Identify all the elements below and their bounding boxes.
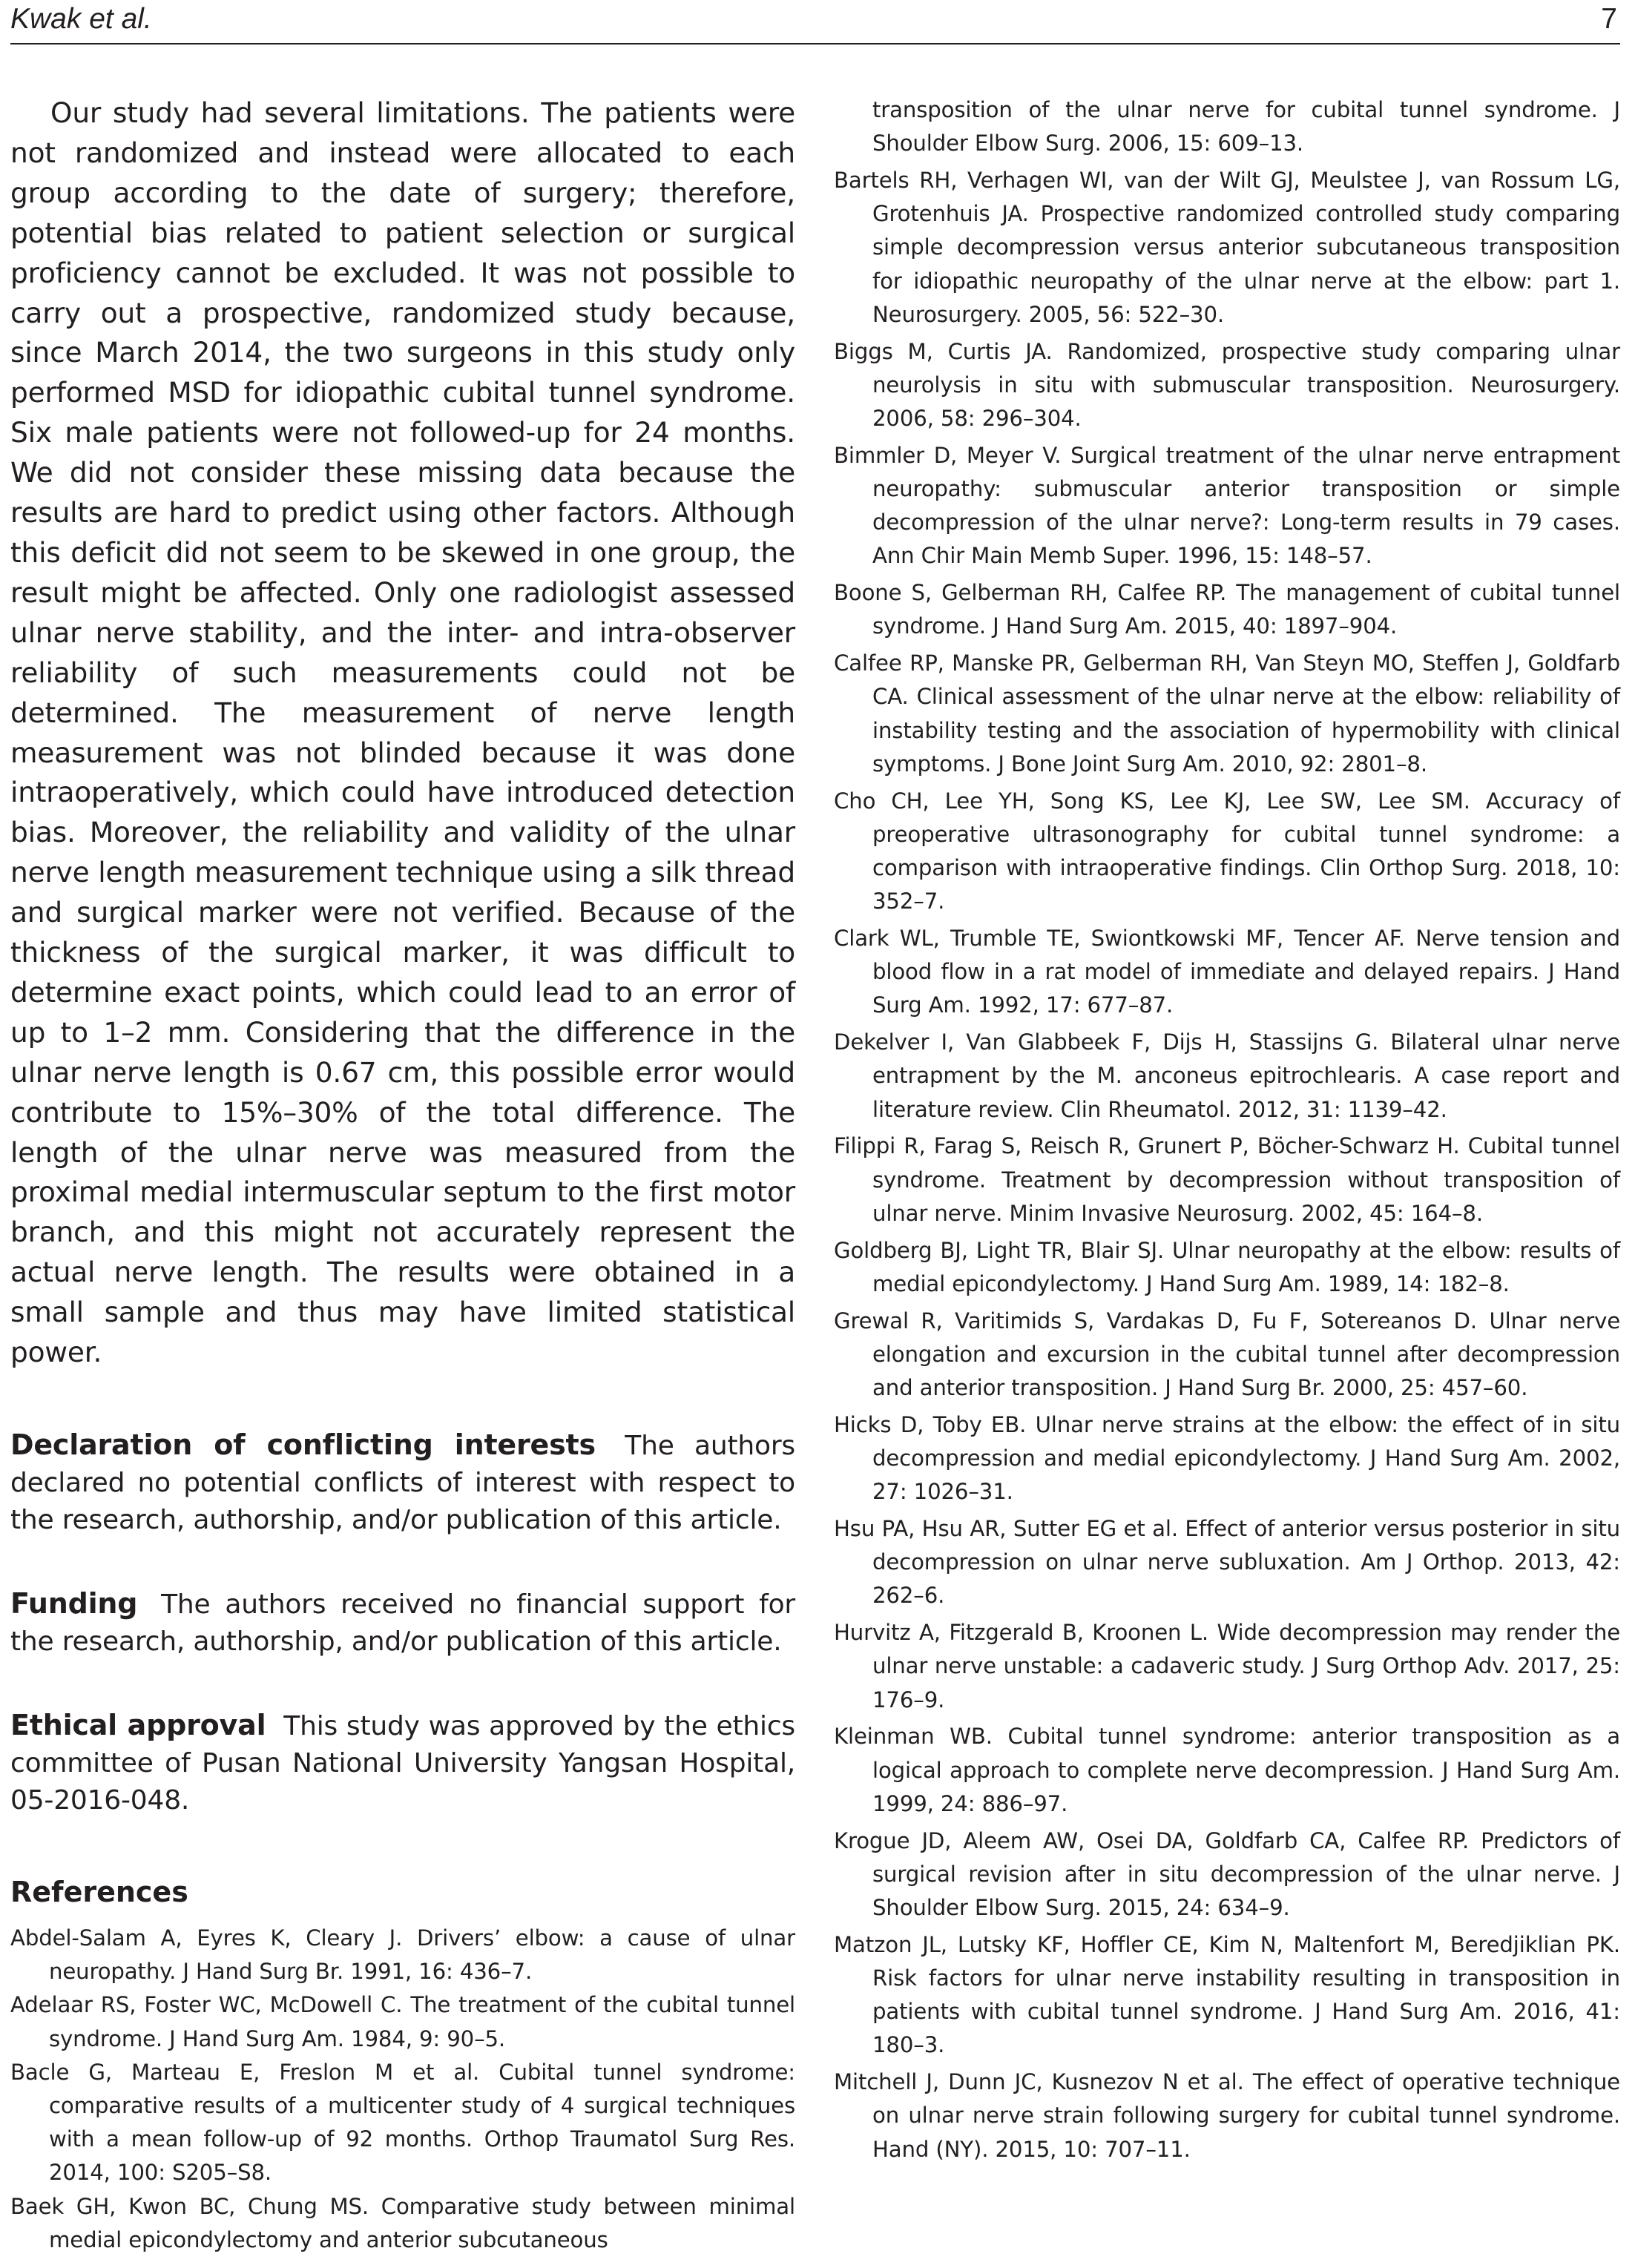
ethics-section bbox=[10, 1707, 795, 1819]
conflicts-heading: Declaration of conflicting interests bbox=[10, 1428, 596, 1461]
reference-item: Filippi R, Farag S, Reisch R, Grunert P, Böcher-Schwarz H. Cubital tunnel syndrome. Treatment by decompression without transposition of ulnar nerve. Minim Invasive Neurosurg. 2002, 45: 164–8. bbox=[834, 1133, 1620, 1226]
conflicts-text: The authors declared no potential conflicts of interest with respect to the research, authorship, and/or publication of this article. bbox=[10, 1431, 795, 1535]
reference-item: Kleinman WB. Cubital tunnel syndrome: anterior transposition as a logical approach to complete nerve decompression. J Hand Surg Am. 1999, 24: 886–97. bbox=[834, 1724, 1620, 1816]
running-header-authors: Kwak et al. bbox=[10, 3, 152, 35]
reference-item: Hicks D, Toby EB. Ulnar nerve strains at the elbow: the effect of in situ decompression and medial epicondylectomy. J Hand Surg Am. 2002, 27: 1026–31. bbox=[834, 1411, 1620, 1505]
reference-list-left bbox=[10, 1922, 795, 2257]
reference-item: Krogue JD, Aleem AW, Osei DA, Goldfarb CA, Calfee RP. Predictors of surgical revision after in situ decompression of the ulnar nerve. J Shoulder Elbow Surg. 2015, 24: 634–9. bbox=[834, 1827, 1620, 1921]
reference-item: Bimmler D, Meyer V. Surgical treatment of the ulnar nerve entrapment neuropathy: submuscular anterior transposition or simple decompression of the ulnar nerve?: Long-term results in 79 cases. Ann Chir Main Memb Super. 1996, 15: 148–57. bbox=[834, 442, 1620, 569]
reference-item: Baek GH, Kwon BC, Chung MS. Comparative study between minimal medial epicondylectomy and anterior subcutaneous bbox=[10, 2193, 795, 2252]
funding-section bbox=[10, 1585, 795, 1661]
reference-item: Bartels RH, Verhagen WI, van der Wilt GJ, Meulstee J, van Rossum LG, Grotenhuis JA. Prospective randomized controlled study comparing simple decompression versus anterior subcutaneous transposition for idiopathic neuropathy of the ulnar nerve at the elbow: part 1. Neurosurgery. 2005, 56: 522–30. bbox=[834, 168, 1620, 327]
reference-item: Adelaar RS, Foster WC, McDowell C. The treatment of the cubital tunnel syndrome. J Hand Surg Am. 1984, 9: 90–5. bbox=[10, 1992, 795, 2051]
reference-item: Bacle G, Marteau E, Freslon M et al. Cubital tunnel syndrome: comparative results of a multicenter study of 4 surgical techniques with a mean follow-up of 92 months. Orthop Traumatol Surg Res. 2014, 100: S205–S8. bbox=[10, 2059, 795, 2186]
reference-item: Dekelver I, Van Glabbeek F, Dijs H, Stassijns G. Bilateral ulnar nerve entrapment by the M. anconeus epitrochlearis. A case report and literature review. Clin Rheumatol. 2012, 31: 1139–42. bbox=[834, 1029, 1620, 1122]
reference-item: Goldberg BJ, Light TR, Blair SJ. Ulnar neuropathy at the elbow: results of medial epicondylectomy. J Hand Surg Am. 1989, 14: 182–8. bbox=[834, 1237, 1620, 1296]
funding-heading: Funding bbox=[10, 1587, 138, 1620]
limitations-paragraph: Our study had several limitations. The patients were not randomized and instead were allocated to each group according to the date of surgery; therefore, potential bias related to patient selection or surgical proficiency cannot be excluded. It was not possible to carry out a prospective, randomized study because, since March 2014, the two surgeons in this study only performed MSD for idiopathic cubital tunnel syndrome. Six male patients were not followed-up for 24 months. We did not consider these missing data because the results are hard to predict using other factors. Although this deficit did not seem to be skewed in one group, the result might be affected. Only one radiologist assessed ulnar nerve stability, and the inter- and intra-observer reliability of such measurements could not be determined. The measurement of nerve length measurement was not blinded because it was done intraoperatively, which could have introduced detection bias. Moreover, the reliability and validity of the ulnar nerve length measurement technique using a silk thread and surgical marker were not verified. Because of the thickness of the surgical marker, it was difficult to determine exact points, which could lead to an error of up to 1–2 mm. Considering that the difference in the ulnar nerve length is 0.67 cm, this possible error would contribute to 15%–30% of the total difference. The length of the ulnar nerve was measured from the proximal medial intermuscular septum to the first motor branch, and this might not accurately represent the actual nerve length. The results were obtained in a small sample and thus may have limited statistical power. bbox=[10, 96, 795, 1369]
ethics-text: This study was approved by the ethics committee of Pusan National University Yangsan Hospital, 05-2016-048. bbox=[10, 1711, 795, 1816]
right-column bbox=[834, 93, 1620, 2169]
reference-item: Grewal R, Varitimids S, Vardakas D, Fu F, Sotereanos D. Ulnar nerve elongation and excursion in the cubital tunnel after decompression and anterior transposition. J Hand Surg Br. 2000, 25: 457–60. bbox=[834, 1308, 1620, 1401]
reference-list-right bbox=[834, 93, 1620, 2166]
reference-item: Biggs M, Curtis JA. Randomized, prospective study comparing ulnar neurolysis in situ with submuscular transposition. Neurosurgery. 2006, 58: 296–304. bbox=[834, 338, 1620, 432]
reference-continuation: transposition of the ulnar nerve for cubital tunnel syndrome. J Shoulder Elbow Surg. 2006, 15: 609–13. bbox=[872, 97, 1620, 156]
left-column bbox=[10, 93, 795, 2257]
reference-item: Abdel-Salam A, Eyres K, Cleary J. Drivers’ elbow: a cause of ulnar neuropathy. J Hand Surg Br. 1991, 16: 436–7. bbox=[10, 1925, 795, 1985]
reference-item: Clark WL, Trumble TE, Swiontkowski MF, Tencer AF. Nerve tension and blood flow in a rat model of immediate and delayed repairs. J Hand Surg Am. 1992, 17: 677–87. bbox=[834, 926, 1620, 1018]
page-number: 7 bbox=[1601, 3, 1617, 35]
ethics-heading: Ethical approval bbox=[10, 1709, 266, 1741]
running-header bbox=[10, 0, 1620, 44]
references-heading: References bbox=[10, 1876, 188, 1908]
funding-text: The authors received no financial support for the research, authorship, and/or publication of this article. bbox=[10, 1589, 795, 1657]
reference-item: Calfee RP, Manske PR, Gelberman RH, Van Steyn MO, Steffen J, Goldfarb CA. Clinical assessment of the ulnar nerve at the elbow: reliability of instability testing and the association of hypermobility with clinical symptoms. J Bone Joint Surg Am. 2010, 92: 2801–8. bbox=[834, 650, 1620, 777]
reference-item: Hurvitz A, Fitzgerald B, Kroonen L. Wide decompression may render the ulnar nerve unstable: a cadaveric study. J Surg Orthop Adv. 2017, 25: 176–9. bbox=[834, 1620, 1620, 1712]
reference-item: Cho CH, Lee YH, Song KS, Lee KJ, Lee SW, Lee SM. Accuracy of preoperative ultrasonography for cubital tunnel syndrome: a comparison with intraoperative findings. Clin Orthop Surg. 2018, 10: 352–7. bbox=[834, 788, 1620, 914]
reference-item: Boone S, Gelberman RH, Calfee RP. The management of cubital tunnel syndrome. J Hand Surg Am. 2015, 40: 1897–904. bbox=[834, 580, 1620, 639]
reference-item: Hsu PA, Hsu AR, Sutter EG et al. Effect of anterior versus posterior in situ decompression on ulnar nerve subluxation. Am J Orthop. 2013, 42: 262–6. bbox=[834, 1516, 1620, 1609]
reference-item: Matzon JL, Lutsky KF, Hoffler CE, Kim N, Maltenfort M, Beredjiklian PK. Risk factors for ulnar nerve instability resulting in transposition in patients with cubital tunnel syndrome. J Hand Surg Am. 2016, 41: 180–3. bbox=[834, 1931, 1620, 2058]
reference-item: Mitchell J, Dunn JC, Kusnezov N et al. The effect of operative technique on ulnar nerve strain following surgery for cubital tunnel syndrome. Hand (NY). 2015, 10: 707–11. bbox=[834, 2069, 1620, 2162]
conflicts-section bbox=[10, 1426, 795, 1539]
